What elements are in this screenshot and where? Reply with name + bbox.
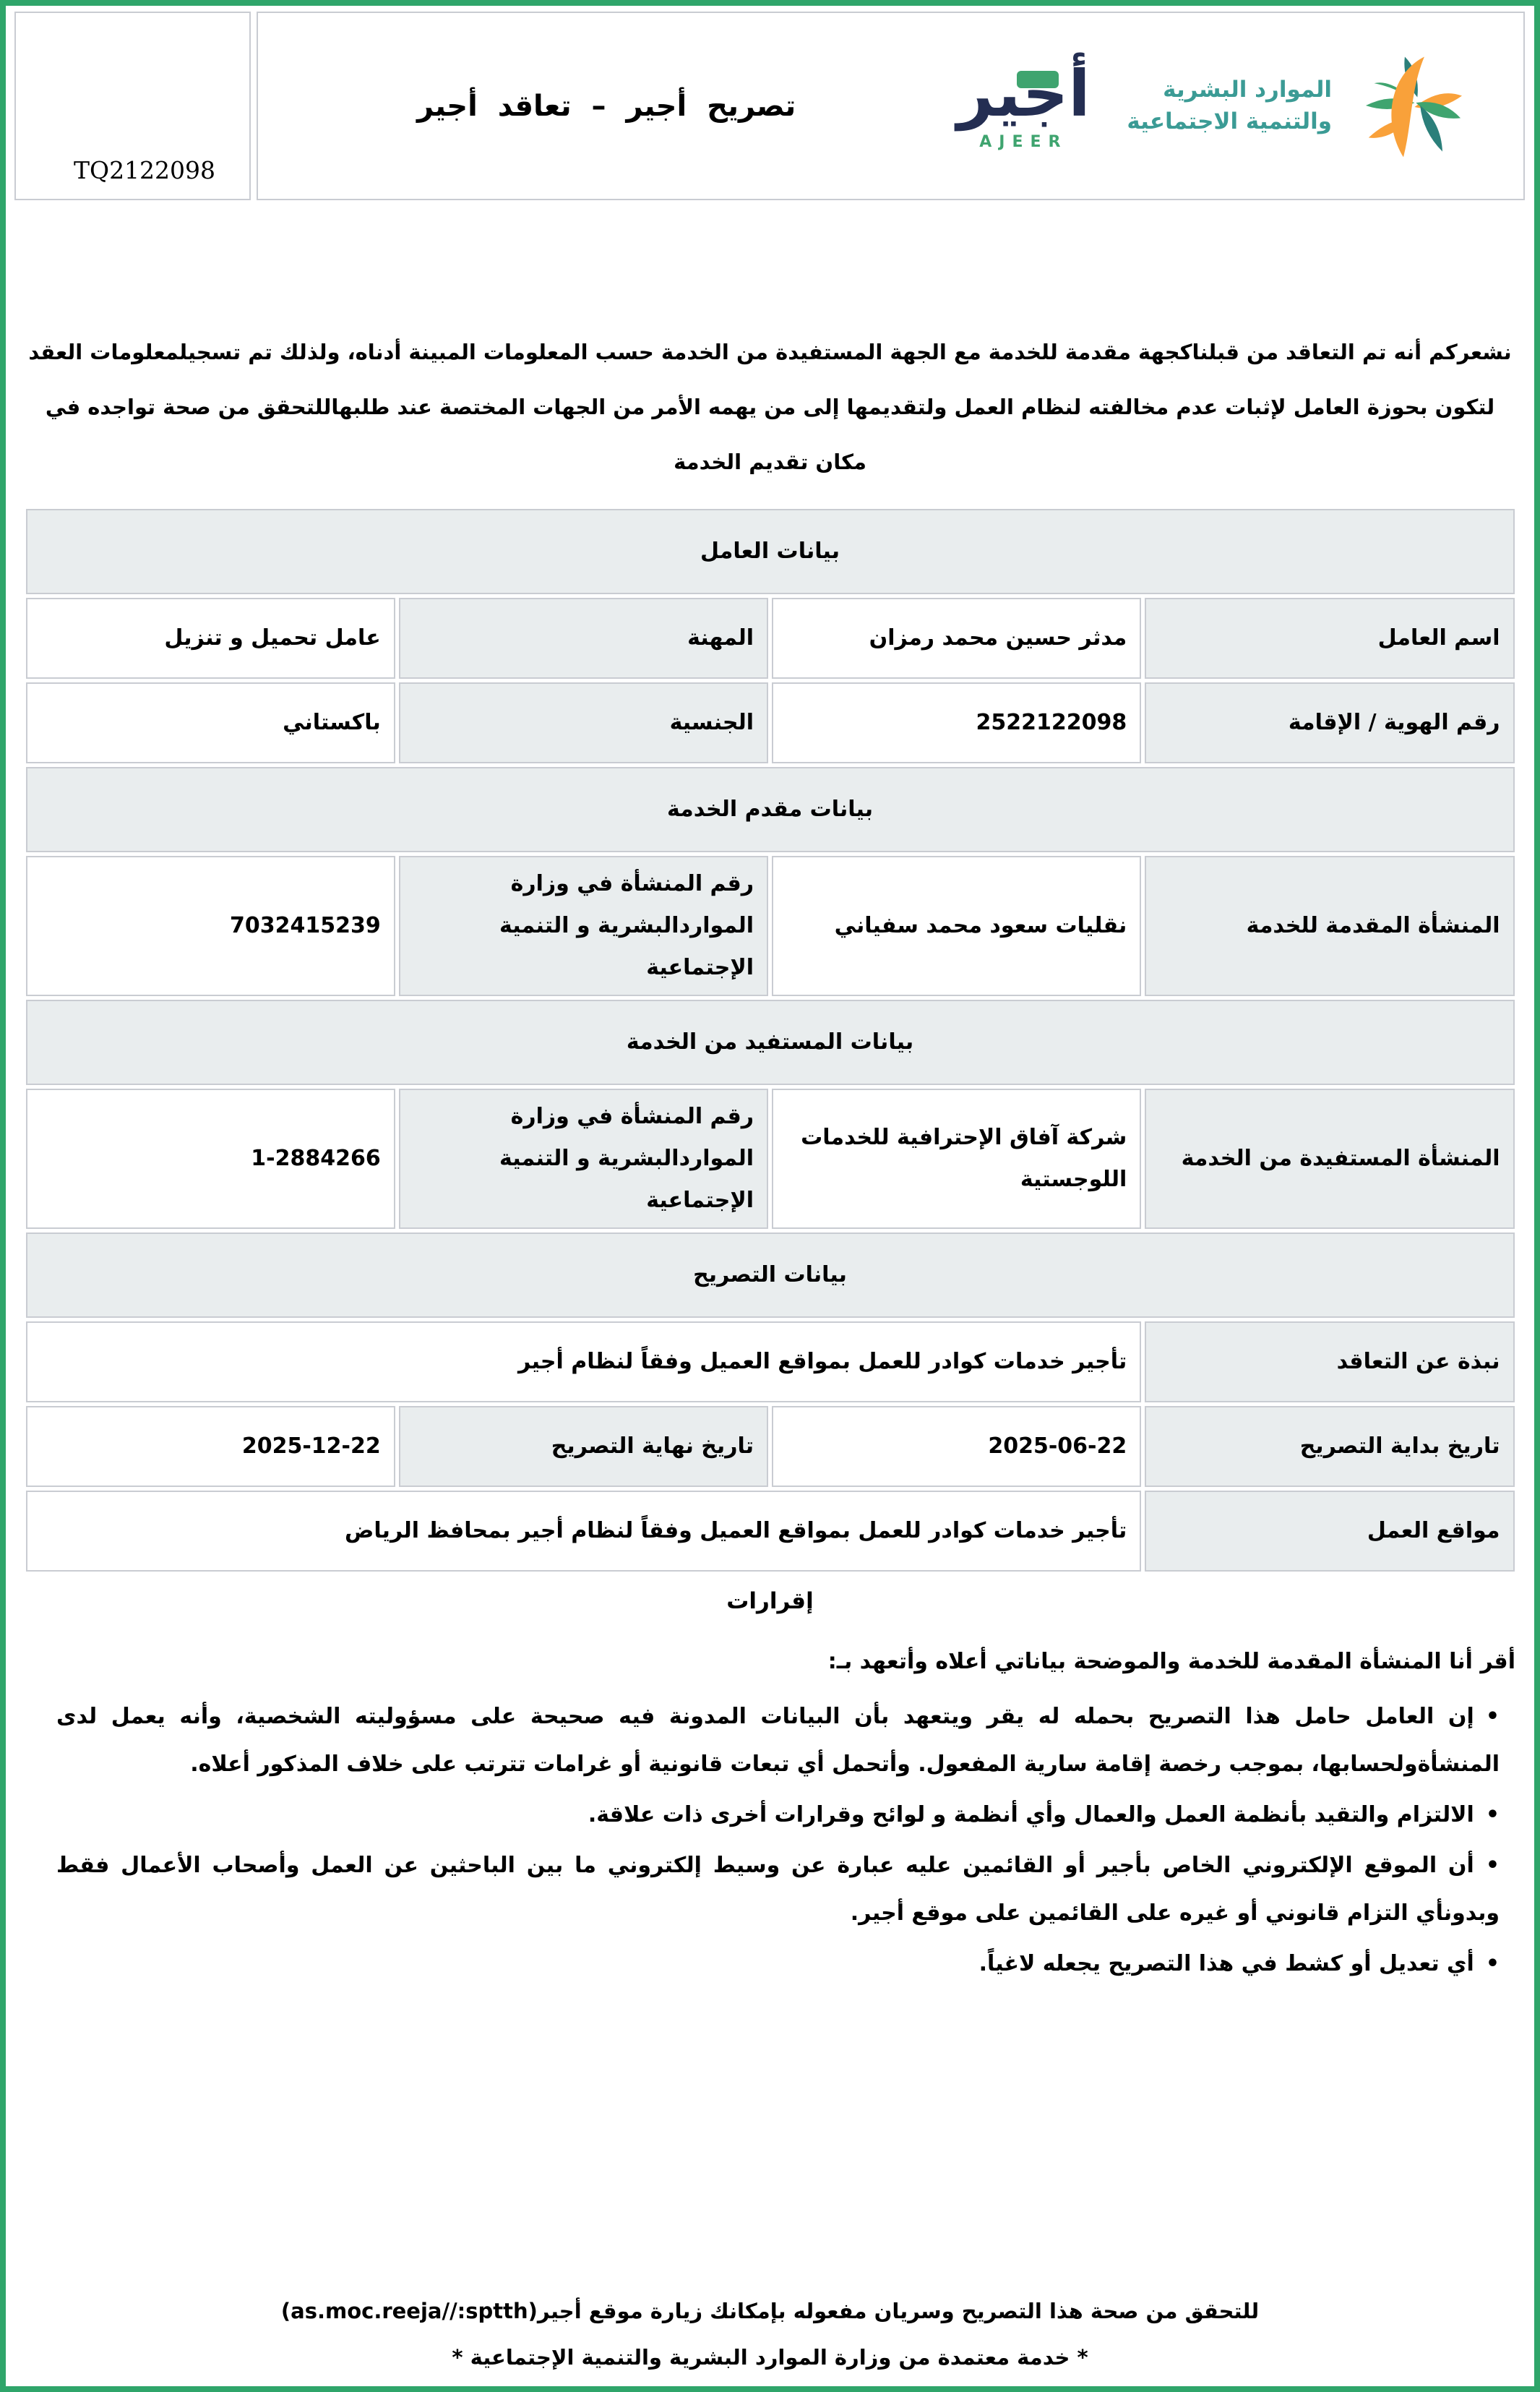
contract-summary-label: نبذة عن التعاقد — [1145, 1321, 1514, 1402]
worker-name-label: اسم العامل — [1145, 598, 1514, 679]
table-row — [26, 1406, 1515, 1487]
permit-number-box — [14, 12, 251, 200]
ministry-wordmark — [1127, 74, 1332, 137]
bullet-icon: • — [1485, 1951, 1500, 1976]
table-row — [26, 856, 1515, 996]
beneficiary-number-label: رقم المنشأة في وزارة المواردالبشرية و التنمية الإجتماعية — [399, 1089, 768, 1229]
id-number-label: رقم الهوية / الإقامة — [1145, 682, 1514, 763]
declarations-title: إقرارات — [726, 1588, 814, 1614]
table-row — [26, 1089, 1515, 1229]
document-header — [14, 12, 1525, 200]
bullet-icon: • — [1485, 1704, 1500, 1729]
declaration-item — [56, 1842, 1500, 1937]
provider-establishment-value: نقليات سعود محمد سفياني — [772, 856, 1141, 996]
declaration-text: أن الموقع الإلكتروني الخاص بأجير أو القائمين عليه عبارة عن وسيط إلكتروني ما بين الباحثين عن العمل وأصحاب الأعمال فقط وبدونأي التزام قانوني أو غيره على القائمين على موقع أجير. — [56, 1853, 1500, 1926]
section-title-worker: بيانات العامل — [26, 509, 1515, 594]
bullet-icon: • — [1485, 1853, 1500, 1878]
section-row-permit — [26, 1233, 1515, 1318]
declaration-text: إن العامل حامل هذا التصريح بحمله له يقر ويتعهد بأن البيانات المدونة فيه صحيحة على مسؤوليته الشخصية، وأنه يعمل لدى المنشأةولحسابها، بموجب رخصة إقامة سارية المفعول. وأتحمل أي تبعات قانونية أو غرامات تترتب على خلاف المذكور أعلاه. — [56, 1704, 1500, 1777]
work-locations-label: مواقع العمل — [1145, 1491, 1514, 1572]
approved-service-line: * خدمة معتمدة من وزارة الموارد البشرية والتنمية الإجتماعية * — [452, 2345, 1088, 2370]
provider-number-label: رقم المنشأة في وزارة المواردالبشرية و التنمية الإجتماعية — [399, 856, 768, 996]
nationality-label: الجنسية — [399, 682, 768, 763]
end-date-value: 2025-12-22 — [26, 1406, 395, 1487]
title-area — [258, 90, 955, 123]
section-title-beneficiary: بيانات المستفيد من الخدمة — [26, 1000, 1515, 1085]
beneficiary-establishment-label: المنشأة المستفيدة من الخدمة — [1145, 1089, 1514, 1229]
verification-url: (as.moc.reeja//:sptth) — [280, 2299, 538, 2323]
declarations-intro: أقر أنا المنشأة المقدمة للخدمة والموضحة بياناتي أعلاه وأتعهد بـ: — [827, 1649, 1515, 1674]
beneficiary-number-value: 1-2884266 — [26, 1089, 395, 1229]
declaration-text: أي تعديل أو كشط في هذا التصريح يجعله لاغياً. — [978, 1951, 1474, 1976]
verification-line — [6, 2299, 1534, 2323]
section-row-worker — [26, 509, 1515, 594]
declaration-item — [56, 1940, 1500, 1988]
declaration-item — [56, 1791, 1500, 1839]
worker-name-value: مدثر حسين محمد رمزان — [772, 598, 1141, 679]
provider-number-value: 7032415239 — [26, 856, 395, 996]
ajeer-logo — [955, 56, 1092, 152]
provider-establishment-label: المنشأة المقدمة للخدمة — [1145, 856, 1514, 996]
permit-number: TQ2122098 — [74, 156, 216, 184]
id-number-value: 2522122098 — [772, 682, 1141, 763]
beneficiary-establishment-value: شركة آفاق الإحترافية للخدمات اللوجستية — [772, 1089, 1141, 1229]
declaration-item — [56, 1693, 1500, 1788]
ministry-wordmark-line1: الموارد البشرية — [1163, 77, 1332, 103]
ministry-wordmark-line2: والتنمية الاجتماعية — [1127, 108, 1332, 134]
table-row — [26, 1491, 1515, 1572]
permit-data-table — [22, 505, 1518, 1575]
section-title-permit: بيانات التصريح — [26, 1233, 1515, 1318]
profession-label: المهنة — [399, 598, 768, 679]
work-locations-value: تأجير خدمات كوادر للعمل بمواقع العميل وفقاً لنظام أجير بمحافظ الرياض — [26, 1491, 1142, 1572]
start-date-label: تاريخ بداية التصريح — [1145, 1406, 1514, 1487]
declarations-list — [56, 1693, 1500, 1988]
ajeer-logo-latin: AJEER — [979, 133, 1068, 152]
table-row — [26, 682, 1515, 763]
start-date-value: 2025-06-22 — [772, 1406, 1141, 1487]
document-footer — [6, 2299, 1534, 2370]
table-row — [26, 598, 1515, 679]
section-row-beneficiary — [26, 1000, 1515, 1085]
contract-summary-value: تأجير خدمات كوادر للعمل بمواقع العميل وفقاً لنظام أجير — [26, 1321, 1142, 1402]
table-row — [26, 1321, 1515, 1402]
profession-value: عامل تحميل و تنزيل — [26, 598, 395, 679]
section-title-provider: بيانات مقدم الخدمة — [26, 767, 1515, 852]
ministry-emblem-icon — [1364, 53, 1462, 160]
declaration-text: الالتزام والتقيد بأنظمة العمل والعمال وأي أنظمة و لوائح وقرارات أخرى ذات علاقة. — [588, 1802, 1474, 1827]
ajeer-logo-arabic: أجير — [957, 56, 1091, 131]
end-date-label: تاريخ نهاية التصريح — [399, 1406, 768, 1487]
nationality-value: باكستاني — [26, 682, 395, 763]
title-and-logos-box — [257, 12, 1525, 200]
document-title: تصريح أجير – تعاقد أجير — [417, 89, 796, 123]
section-row-provider — [26, 767, 1515, 852]
bullet-icon: • — [1485, 1802, 1500, 1827]
verification-text: للتحقق من صحة هذا التصريح وسريان مفعوله بإمكانك زيارة موقع أجير — [537, 2299, 1260, 2323]
intro-paragraph: نشعركم أنه تم التعاقد من قبلناكجهة مقدمة للخدمة مع الجهة المستفيدة من الخدمة حسب المعلومات المبينة أدناه، ولذلك تم تسجيلمعلومات العقد لتكون بحوزة العامل لإثبات عدم مخالفته لنظام العمل ولتقديمها إلى من يهمه الأمر من الجهات المختصة عند طلبهاللتحقق من صحة تواجده في مكان تقديم الخدمة — [28, 340, 1512, 474]
